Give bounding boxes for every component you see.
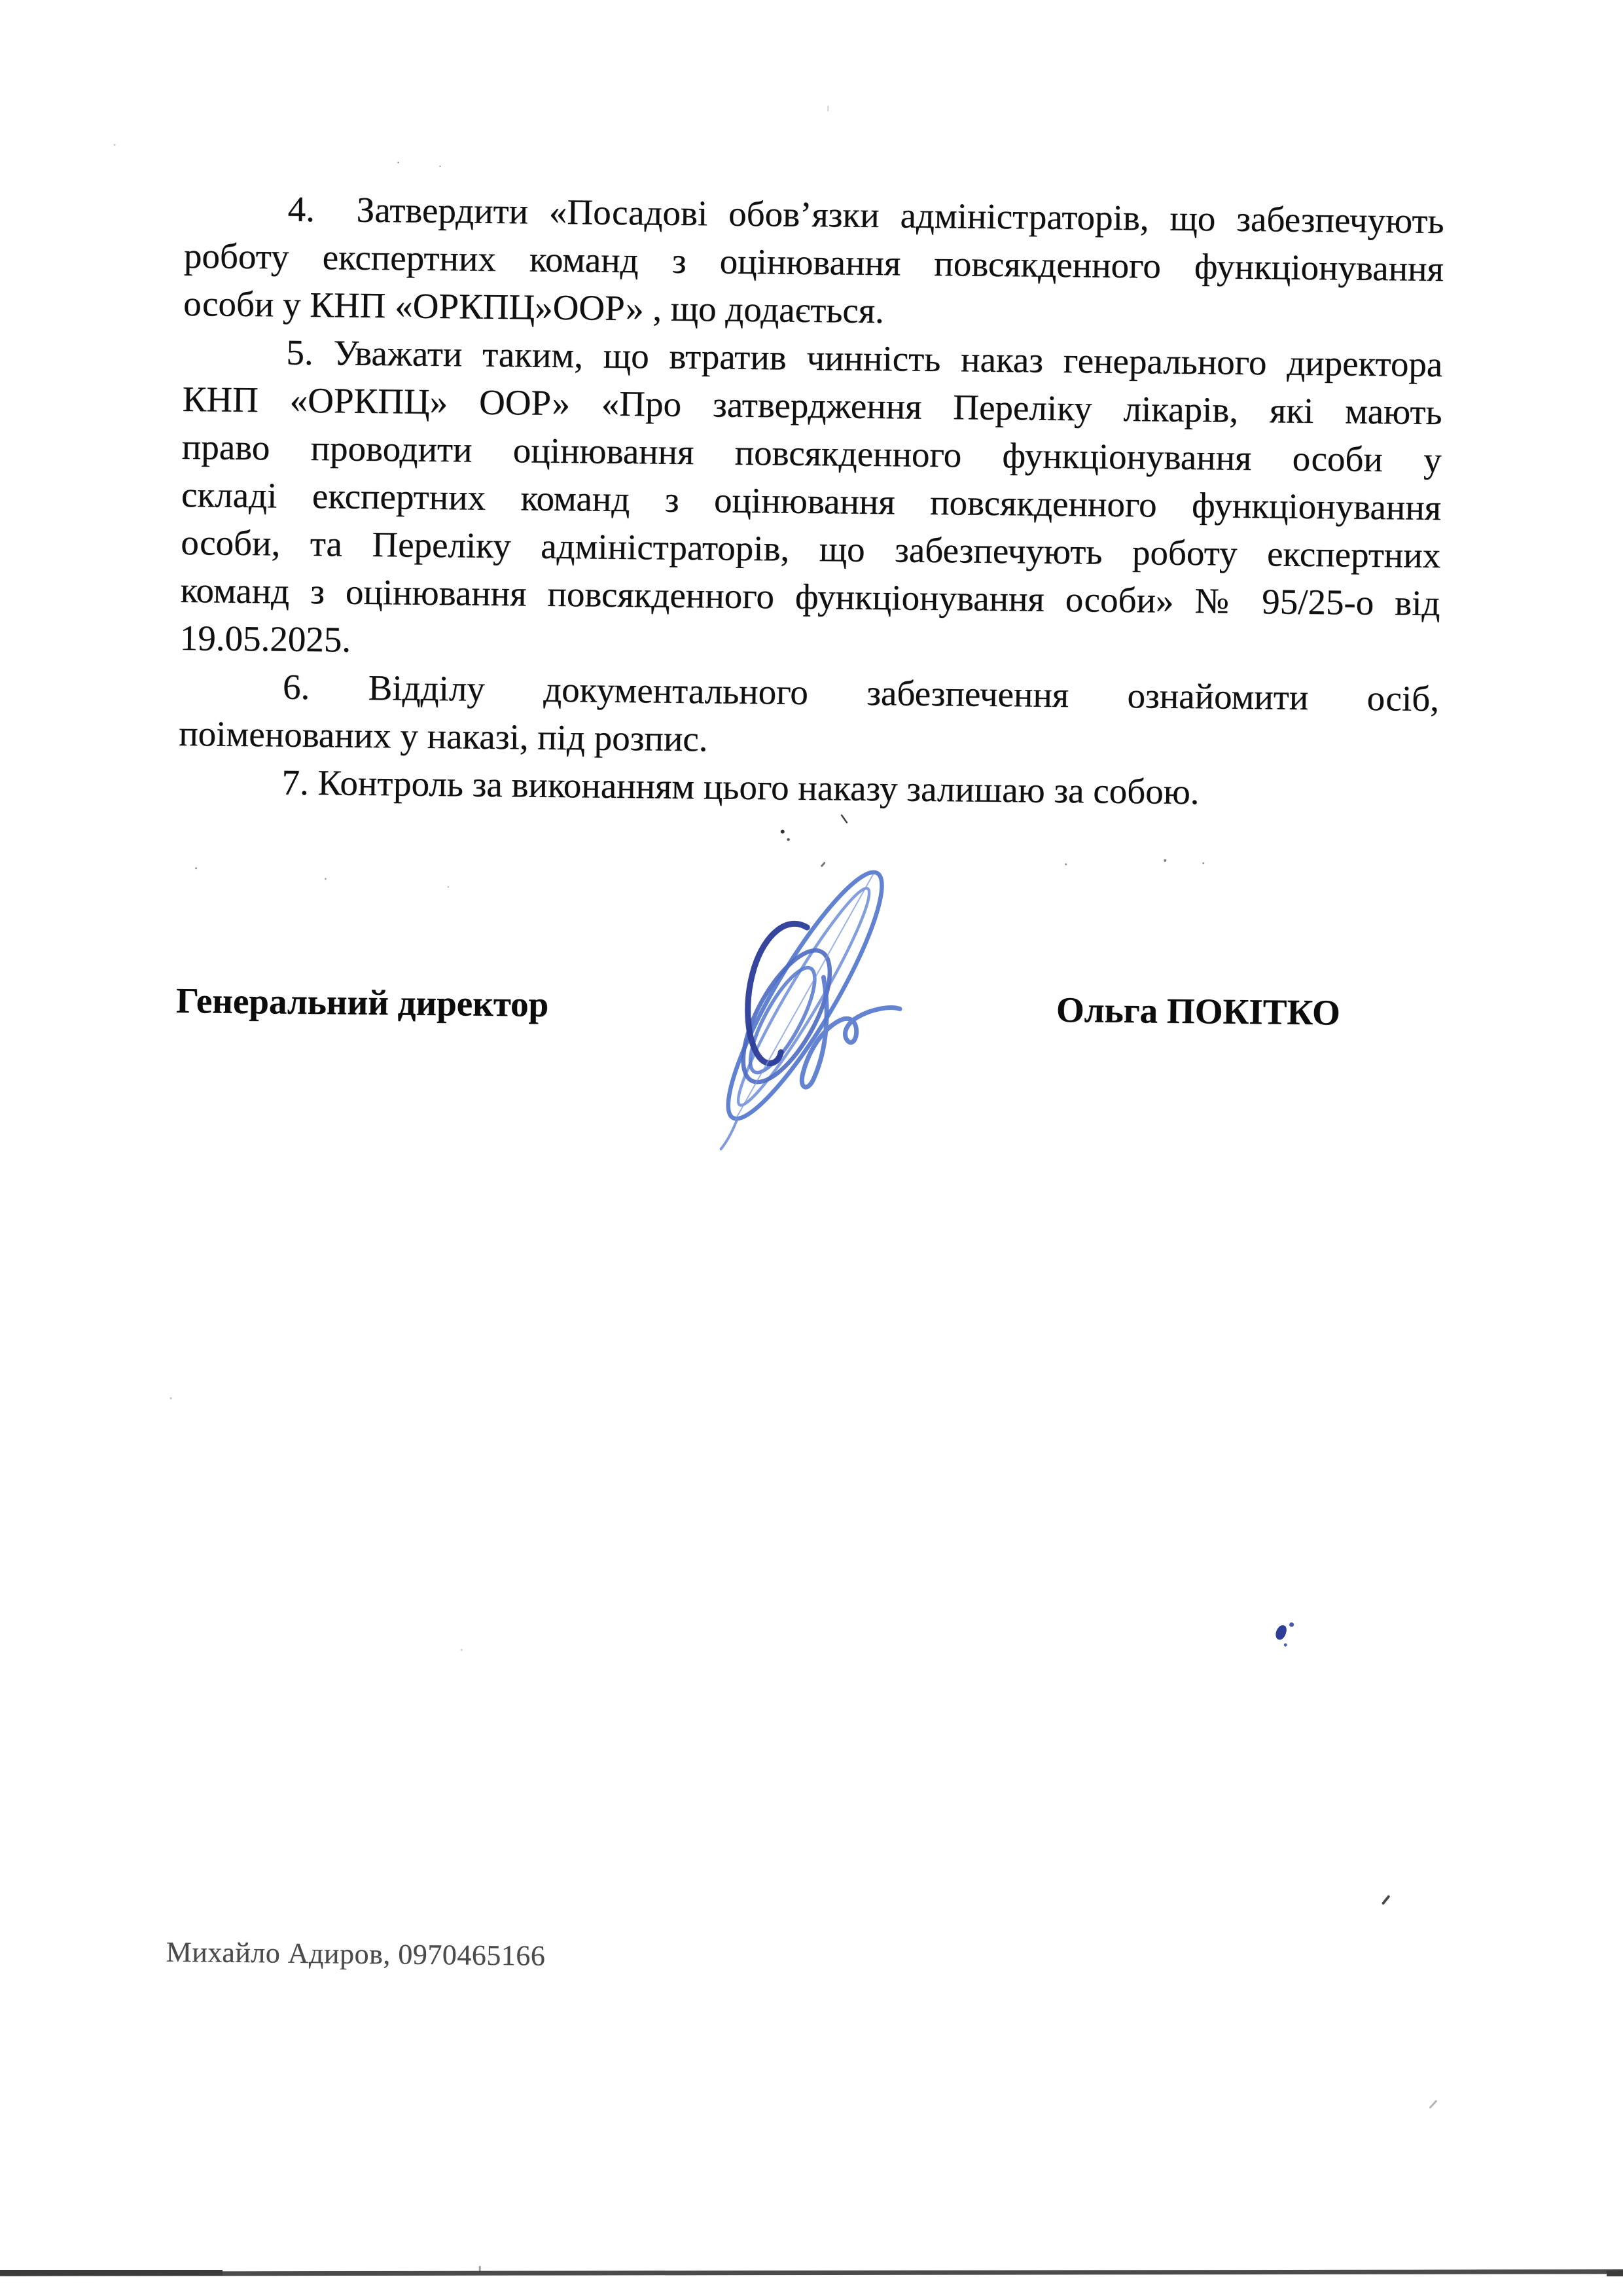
order-text-line: 6. Відділу документального забезпечення ознайомити осіб,: [282, 666, 1440, 719]
order-text-line: складі експертних команд з оцінювання повсякденного функціонування: [181, 474, 1442, 528]
ink-blot: [1274, 1624, 1287, 1641]
scan-noise-speck: [439, 166, 440, 167]
scan-noise-speck: [461, 1649, 463, 1651]
scan-noise-speck: [114, 144, 116, 146]
ink-blot-speck: [1284, 1643, 1287, 1647]
order-text-line: особи, та Переліку адміністраторів, що забезпечують роботу експертних: [181, 522, 1441, 576]
scan-noise-speck: [1429, 2100, 1437, 2109]
scan-noise-speck: [325, 878, 327, 880]
order-text-line: 7. Контроль за виконанням цього наказу залишаю за собою.: [281, 762, 1200, 812]
scan-noise-speck: [1202, 862, 1204, 864]
order-body: [178, 184, 1444, 818]
scan-edge-artifact: [1607, 2270, 1623, 2276]
order-text-line: поіменованих у наказі, під розпис.: [178, 713, 708, 759]
scan-noise-speck: [1164, 859, 1166, 862]
scan-noise-speck: [397, 162, 399, 163]
order-text-line: роботу експертних команд з оцінювання повсякденного функціонування: [183, 235, 1444, 289]
order-text-line: право проводити оцінювання повсякденного функціонування особи у: [181, 426, 1442, 480]
order-text-line: 19.05.2025.: [179, 617, 351, 660]
scan-edge-artifact: [0, 2270, 223, 2276]
signer-name: Ольга ПОКІТКО: [1056, 989, 1341, 1033]
executor-contact: Михайло Адиров, 0970465166: [166, 1935, 546, 1972]
ink-blot-speck: [1289, 1623, 1294, 1627]
scan-noise-speck: [170, 1397, 172, 1399]
order-text-line: 5. Уважати таким, що втратив чинність наказ генерального директора: [286, 332, 1443, 385]
scan-noise-speck: [195, 867, 197, 869]
order-text-line: команд з оцінювання повсякденного функціонування особи» № 95/25-о від: [180, 569, 1440, 624]
signature-ink: [675, 811, 954, 1154]
order-text-line: КНП «ОРКПЦ» ООР» «Про затвердження Переліку лікарів, які мають: [182, 378, 1442, 433]
scan-noise-speck: [1382, 1895, 1391, 1905]
scan-noise-speck: [448, 886, 449, 888]
scan-noise-speck: [827, 105, 829, 111]
order-text-line: 4. Затвердити «Посадові обов’язки адміністраторів, що забезпечують: [287, 188, 1444, 242]
order-text-line: особи у КНП «ОРКПЦ»ООР» , що додається.: [183, 283, 885, 331]
signer-title: Генеральний директор: [175, 980, 549, 1024]
scan-noise-speck: [1065, 863, 1067, 865]
